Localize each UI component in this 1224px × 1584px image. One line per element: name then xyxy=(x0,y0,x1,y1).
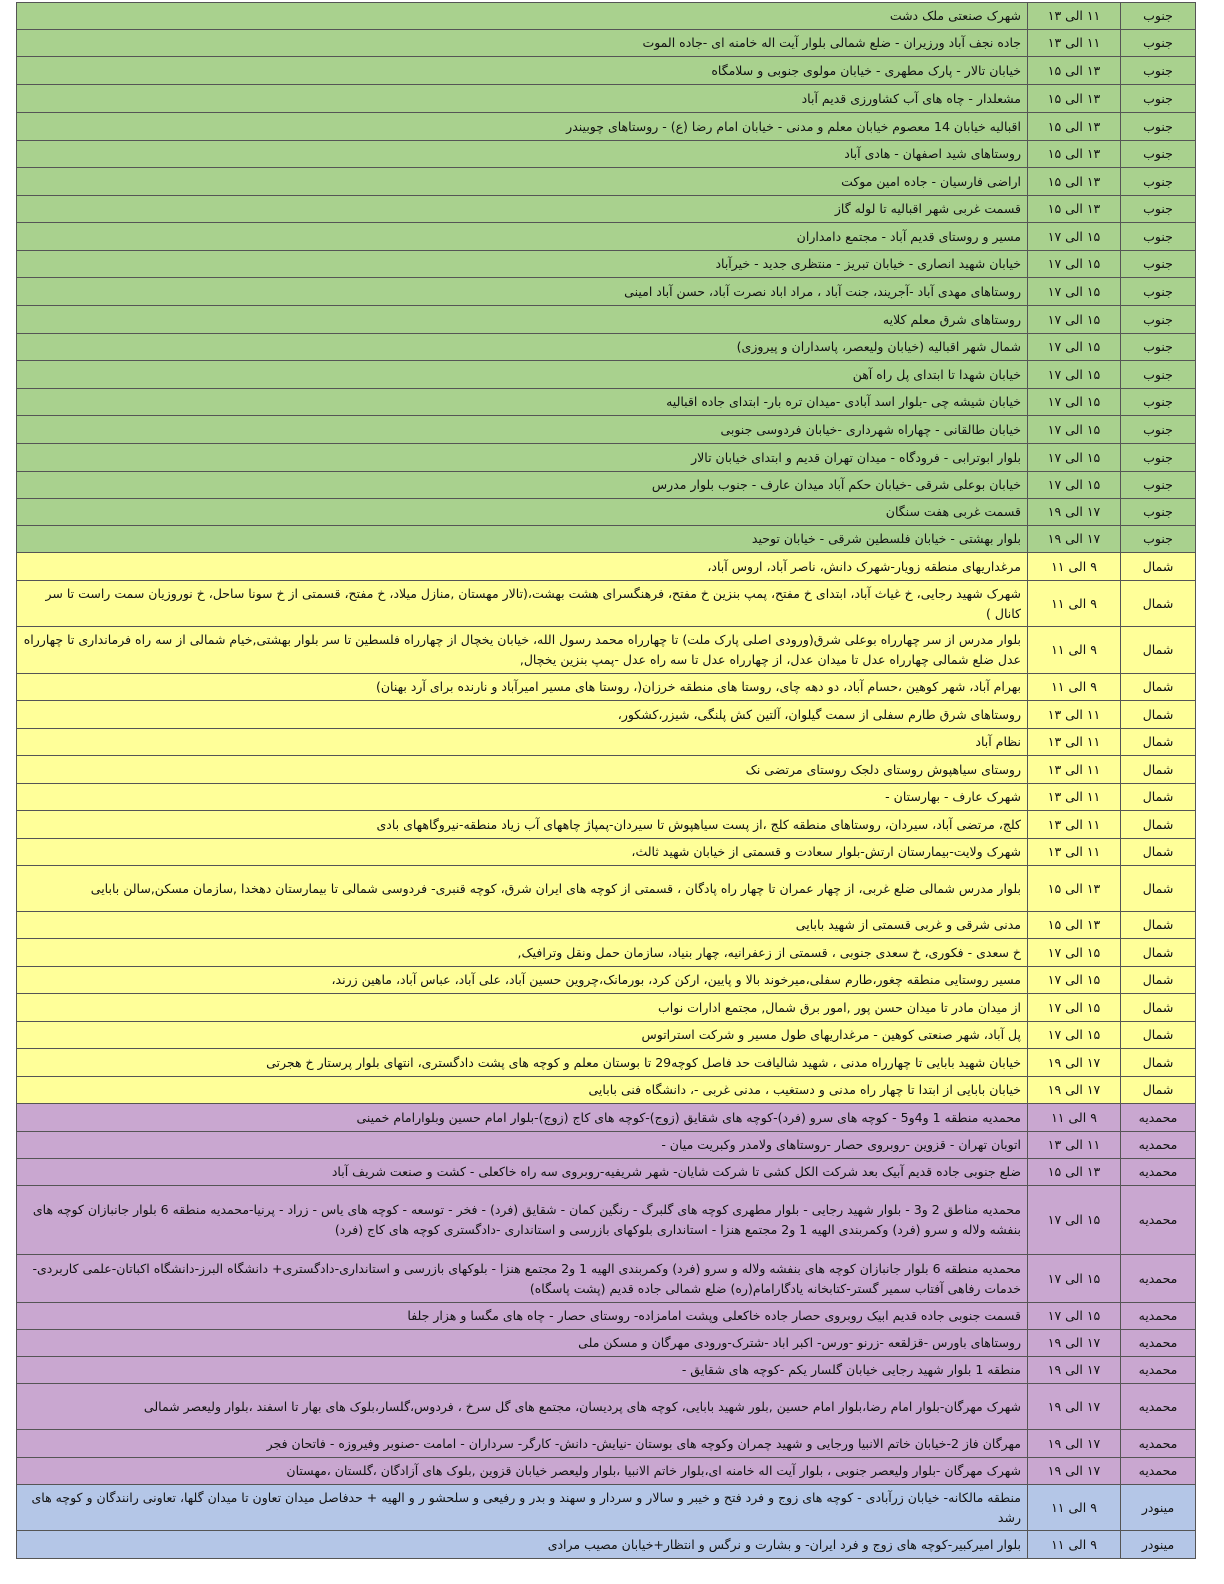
table-row xyxy=(17,223,1196,251)
hours-cell: ۱۵ الی ۱۷ xyxy=(1028,389,1121,416)
area-cell: اراضی فارسیان - جاده امین موکت xyxy=(17,168,1028,196)
table-row xyxy=(17,939,1196,967)
hours-cell: ۱۱ الی ۱۳ xyxy=(1028,756,1121,784)
outage-schedule-table xyxy=(16,2,1196,1559)
hours-cell: ۱۱ الی ۱۳ xyxy=(1028,811,1121,839)
region-cell: جنوب xyxy=(1121,416,1196,444)
area-cell: خیابان شهدا تا ابتدای پل راه آهن xyxy=(17,361,1028,389)
hours-cell: ۹ الی ۱۱ xyxy=(1028,581,1121,627)
region-cell: جنوب xyxy=(1121,30,1196,57)
area-cell: مدنی شرقی و غربی قسمتی از شهید بابایی xyxy=(17,912,1028,939)
table-row xyxy=(17,334,1196,361)
table-row xyxy=(17,389,1196,416)
area-cell: محمدیه منطقه 6 بلوار جانبازان کوچه های بنفشه ولاله و سرو (فرد) وکمربندی الهیه 1 و2 مجتمع هنزا - بلوکهای بازرسی و استانداری-دادگستری+ دانشگاه البرز-دانشگاه اکباتان-علمی کاربردی-خدمات رفاهی آفتاب سمیر گستر-کتابخانه یادگارامام(ره) ضلع شمالی جاده قدیم (پشت پاسگاه) xyxy=(17,1255,1028,1303)
region-cell: محمدیه xyxy=(1121,1430,1196,1458)
area-cell: جاده نجف آباد ورزیران - ضلع شمالی بلوار آیت اله خامنه ای -جاده الموت xyxy=(17,30,1028,57)
area-cell: محمدیه منطقه 1 و4و5 - کوچه های سرو (فرد)-کوچه های شقایق (زوج)-کوچه های کاج (زوج)-بلوار امام حسین وبلوارامام خمینی xyxy=(17,1104,1028,1132)
region-cell: شمال xyxy=(1121,811,1196,839)
region-cell: جنوب xyxy=(1121,85,1196,113)
hours-cell: ۱۵ الی ۱۷ xyxy=(1028,939,1121,967)
table-row xyxy=(17,1255,1196,1303)
area-cell: بلوار مدرس شمالی ضلع غربی، از چهار عمران تا چهار راه پادگان ، قسمتی از کوچه های ایران شرق، کوچه قنبری- فردوسی شمالی تا بیمارستان دهخدا ,سازمان مسکن,سالن بابایی xyxy=(17,866,1028,912)
table-row xyxy=(17,251,1196,278)
table-row xyxy=(17,1132,1196,1159)
area-cell: روستاهای مهدی آباد -آجریند، جنت آباد ، مراد اباد نصرت آباد، حسن آباد امینی xyxy=(17,278,1028,306)
region-cell: محمدیه xyxy=(1121,1186,1196,1255)
hours-cell: ۱۵ الی ۱۷ xyxy=(1028,1255,1121,1303)
table-row xyxy=(17,553,1196,581)
hours-cell: ۹ الی ۱۱ xyxy=(1028,553,1121,581)
hours-cell: ۱۷ الی ۱۹ xyxy=(1028,1077,1121,1104)
hours-cell: ۱۳ الی ۱۵ xyxy=(1028,196,1121,223)
table-row xyxy=(17,866,1196,912)
hours-cell: ۱۷ الی ۱۹ xyxy=(1028,1458,1121,1485)
area-cell: محمدیه مناطق 2 و3 - بلوار شهید رجایی - بلوار مطهری کوچه های گلبرگ - رنگین کمان - شقایق (فرد) - فخر - توسعه - کوچه های یاس - زراد - پرنیا-محمدیه منطقه 6 بلوار جانبازان کوچه های بنفشه ولاله و سرو (فرد) وکمربندی الهیه 1 و2 مجتمع هنزا - استانداری بلوکهای بازرسی و استانداری -دادگستری کوچه های کاج (فرد) xyxy=(17,1186,1028,1255)
region-cell: شمال xyxy=(1121,939,1196,967)
hours-cell: ۱۱ الی ۱۳ xyxy=(1028,784,1121,811)
area-cell: روستاهای باورس -قزلقعه -زرنو -ورس- اکبر اباد -شترک-ورودی مهرگان و مسکن ملی xyxy=(17,1330,1028,1357)
area-cell: خیابان تالار - پارک مطهری - خیابان مولوی جنوبی و سلامگاه xyxy=(17,57,1028,85)
area-cell: روستای سیاهپوش روستای دلجک روستای مرتضی نک xyxy=(17,756,1028,784)
hours-cell: ۱۵ الی ۱۷ xyxy=(1028,1186,1121,1255)
area-cell: شهرک عارف - بهارستان - xyxy=(17,784,1028,811)
table-row xyxy=(17,1384,1196,1430)
area-cell: بلوار ابوترابی - فرودگاه - میدان تهران قدیم و ابتدای خیابان تالار xyxy=(17,444,1028,472)
schedule-table-body xyxy=(17,3,1196,1559)
region-cell: شمال xyxy=(1121,1077,1196,1104)
area-cell: شهرک ولایت-بیمارستان ارتش-بلوار سعادت و قسمتی از خیابان شهید ثالث، xyxy=(17,839,1028,866)
area-cell: ضلع جنوبی جاده قدیم آبیک بعد شرکت الکل کشی تا شرکت شایان- شهر شریفیه-روبروی سه راه خاکعلی - کشت و صنعت شریف آباد xyxy=(17,1159,1028,1186)
region-cell: جنوب xyxy=(1121,389,1196,416)
table-row xyxy=(17,994,1196,1022)
table-row xyxy=(17,113,1196,141)
hours-cell: ۱۷ الی ۱۹ xyxy=(1028,526,1121,553)
table-row xyxy=(17,361,1196,389)
region-cell: محمدیه xyxy=(1121,1255,1196,1303)
area-cell: خیابان بابایی از ابتدا تا چهار راه مدنی و دستغیب ، مدنی غربی -، دانشگاه فنی بابایی xyxy=(17,1077,1028,1104)
area-cell: شهرک صنعتی ملک دشت xyxy=(17,3,1028,30)
region-cell: جنوب xyxy=(1121,196,1196,223)
region-cell: محمدیه xyxy=(1121,1458,1196,1485)
area-cell: بلوار امیرکبیر-کوچه های زوج و فرد ایران- و بشارت و نرگس و انتظار+خیابان مصیب مرادی xyxy=(17,1531,1028,1559)
hours-cell: ۱۳ الی ۱۵ xyxy=(1028,85,1121,113)
area-cell: شهرک مهرگان -بلوار ولیعصر جنوبی ، بلوار آیت اله خامنه ای،بلوار خاتم الانبیا ،بلوار ولیعصر خیابان قزوین ,بلوک های آزادگان ،گلستان ،مهستان xyxy=(17,1458,1028,1485)
region-cell: مینودر xyxy=(1121,1485,1196,1531)
region-cell: جنوب xyxy=(1121,251,1196,278)
hours-cell: ۱۷ الی ۱۹ xyxy=(1028,1049,1121,1077)
hours-cell: ۱۷ الی ۱۹ xyxy=(1028,1384,1121,1430)
table-row xyxy=(17,57,1196,85)
table-row xyxy=(17,784,1196,811)
table-row xyxy=(17,756,1196,784)
hours-cell: ۱۵ الی ۱۷ xyxy=(1028,334,1121,361)
region-cell: جنوب xyxy=(1121,223,1196,251)
hours-cell: ۱۷ الی ۱۹ xyxy=(1028,1330,1121,1357)
area-cell: مسیر و روستای قدیم آباد - مجتمع دامداران xyxy=(17,223,1028,251)
hours-cell: ۱۷ الی ۱۹ xyxy=(1028,1430,1121,1458)
region-cell: جنوب xyxy=(1121,3,1196,30)
hours-cell: ۱۳ الی ۱۵ xyxy=(1028,57,1121,85)
area-cell: از میدان مادر تا میدان حسن پور ,امور برق شمال, مجتمع ادارات نواب xyxy=(17,994,1028,1022)
region-cell: شمال xyxy=(1121,1049,1196,1077)
hours-cell: ۱۳ الی ۱۵ xyxy=(1028,141,1121,168)
region-cell: محمدیه xyxy=(1121,1330,1196,1357)
table-row xyxy=(17,499,1196,526)
area-cell: نظام آباد xyxy=(17,729,1028,756)
region-cell: جنوب xyxy=(1121,444,1196,472)
region-cell: محمدیه xyxy=(1121,1132,1196,1159)
hours-cell: ۱۵ الی ۱۷ xyxy=(1028,361,1121,389)
hours-cell: ۱۱ الی ۱۳ xyxy=(1028,729,1121,756)
table-row xyxy=(17,967,1196,994)
hours-cell: ۹ الی ۱۱ xyxy=(1028,1485,1121,1531)
table-row xyxy=(17,581,1196,627)
area-cell: منطقه مالکانه- خیابان زرآبادی - کوچه های زوج و فرد فتح و خیبر و سالار و سردار و سهند و بدر و رفیعی و سلحشو ر و الهیه + حدفاصل میدان تعاون تا میدان گلها، تعاونی رانندگان و کوچه های رشد xyxy=(17,1485,1028,1531)
table-row xyxy=(17,278,1196,306)
area-cell: بلوار مدرس از سر چهارراه بوعلی شرق(ورودی اصلی پارک ملت) تا چهارراه محمد رسول الله، خیابان یخچال از چهارراه فلسطین تا سر بلوار بهشتی,خیام شمالی از سه راه فرمانداری تا چهارراه عدل ضلع شمالی چهارراه عدل تا میدان عدل، از چهارراه عدل تا سه راه عدل -پمپ بنزین یخچال, xyxy=(17,627,1028,674)
region-cell: شمال xyxy=(1121,994,1196,1022)
hours-cell: ۹ الی ۱۱ xyxy=(1028,1104,1121,1132)
table-row xyxy=(17,1531,1196,1559)
table-row xyxy=(17,811,1196,839)
region-cell: جنوب xyxy=(1121,57,1196,85)
area-cell: شهرک شهید رجایی، خ غیاث آباد، ابتدای خ مفتح، پمپ بنزین خ مفتح، فرهنگسرای هشت بهشت،(تالار مهستان ,منازل میلاد، خ مفتح، قسمتی از خ سونا ساحل، خ نوروزیان سمت راست تا سر کانال ) xyxy=(17,581,1028,627)
region-cell: جنوب xyxy=(1121,168,1196,196)
region-cell: شمال xyxy=(1121,553,1196,581)
region-cell: شمال xyxy=(1121,839,1196,866)
table-row xyxy=(17,85,1196,113)
area-cell: روستاهای شید اصفهان - هادی آباد xyxy=(17,141,1028,168)
region-cell: شمال xyxy=(1121,967,1196,994)
region-cell: جنوب xyxy=(1121,306,1196,334)
hours-cell: ۱۵ الی ۱۷ xyxy=(1028,278,1121,306)
area-cell: بهرام آباد، شهر کوهین ،حسام آباد، دو دهه چای، روستا های منطقه خرزان(، روستا های مسیر امیرآباد و نارنده برای آرد بهنان) xyxy=(17,674,1028,701)
region-cell: جنوب xyxy=(1121,113,1196,141)
table-row xyxy=(17,1303,1196,1330)
hours-cell: ۱۵ الی ۱۷ xyxy=(1028,472,1121,499)
region-cell: جنوب xyxy=(1121,499,1196,526)
region-cell: شمال xyxy=(1121,756,1196,784)
table-row xyxy=(17,168,1196,196)
area-cell: خیابان شهید انصاری - خیابان تبریز - منتظری جدید - خیرآباد xyxy=(17,251,1028,278)
table-row xyxy=(17,3,1196,30)
hours-cell: ۱۵ الی ۱۷ xyxy=(1028,444,1121,472)
area-cell: خیابان شهید بابایی تا چهارراه مدنی ، شهید شالیافت حد فاصل کوچه29 تا بوستان معلم و کوچه های پشت دادگستری، انتهای بلوار پرستار خ هجرتی xyxy=(17,1049,1028,1077)
region-cell: جنوب xyxy=(1121,141,1196,168)
area-cell: مشعلدار - چاه های آب کشاورزی قدیم آباد xyxy=(17,85,1028,113)
area-cell: شمال شهر اقبالیه (خیابان ولیعصر، پاسداران و پیروزی) xyxy=(17,334,1028,361)
hours-cell: ۱۳ الی ۱۵ xyxy=(1028,168,1121,196)
table-row xyxy=(17,674,1196,701)
region-cell: شمال xyxy=(1121,581,1196,627)
area-cell: خ سعدی - فکوری، خ سعدی جنوبی ، قسمتی از زعفرانیه، چهار بنیاد، سازمان حمل ونقل وترافیک, xyxy=(17,939,1028,967)
table-row xyxy=(17,1485,1196,1531)
hours-cell: ۱۷ الی ۱۹ xyxy=(1028,499,1121,526)
table-row xyxy=(17,196,1196,223)
hours-cell: ۱۱ الی ۱۳ xyxy=(1028,1132,1121,1159)
hours-cell: ۱۵ الی ۱۷ xyxy=(1028,1303,1121,1330)
region-cell: جنوب xyxy=(1121,334,1196,361)
table-row xyxy=(17,30,1196,57)
area-cell: کلج، مرتضی آباد، سیردان، روستاهای منطقه کلج ،از پست سیاهپوش تا سیردان-پمپاژ چاههای آب زیاد منطقه-نیروگاههای بادی xyxy=(17,811,1028,839)
region-cell: شمال xyxy=(1121,627,1196,674)
table-row xyxy=(17,526,1196,553)
hours-cell: ۱۳ الی ۱۵ xyxy=(1028,113,1121,141)
area-cell: مهرگان فاز 2-خیابان خاتم الانبیا ورجایی و شهید چمران وکوچه های بوستان -نیایش- دانش- کارگر- سرداران - امامت -صنوبر وفیروزه - فاتحان فجر xyxy=(17,1430,1028,1458)
area-cell: پل آباد، شهر صنعتی کوهین - مرغداریهای طول مسیر و شرکت استراتوس xyxy=(17,1022,1028,1049)
area-cell: مرغداریهای منطقه زویار-شهرک دانش، ناصر آباد، اروس آباد، xyxy=(17,553,1028,581)
area-cell: منطقه 1 بلوار شهید رجایی خیابان گلسار یکم -کوچه های شقایق - xyxy=(17,1357,1028,1384)
table-row xyxy=(17,1458,1196,1485)
area-cell: روستاهای شرق معلم کلایه xyxy=(17,306,1028,334)
hours-cell: ۱۱ الی ۱۳ xyxy=(1028,701,1121,729)
area-cell: روستاهای شرق طارم سفلی از سمت گیلوان، آلتین کش پلنگی، شیزر،کشکور، xyxy=(17,701,1028,729)
table-row xyxy=(17,1049,1196,1077)
table-row xyxy=(17,912,1196,939)
hours-cell: ۱۵ الی ۱۷ xyxy=(1028,223,1121,251)
area-cell: قسمت غربی شهر اقبالیه تا لوله گاز xyxy=(17,196,1028,223)
table-row xyxy=(17,1330,1196,1357)
hours-cell: ۱۳ الی ۱۵ xyxy=(1028,866,1121,912)
region-cell: محمدیه xyxy=(1121,1303,1196,1330)
table-row xyxy=(17,1077,1196,1104)
region-cell: جنوب xyxy=(1121,361,1196,389)
hours-cell: ۱۱ الی ۱۳ xyxy=(1028,839,1121,866)
table-row xyxy=(17,416,1196,444)
table-row xyxy=(17,1186,1196,1255)
region-cell: شمال xyxy=(1121,912,1196,939)
table-row xyxy=(17,1022,1196,1049)
area-cell: مسیر روستایی منطقه چغور،طارم سفلی،میرخوند بالا و پایین، ارکن کرد، بورمانک،چروین حسین آباد، علی آباد، عباس آباد، ماهین زرند، xyxy=(17,967,1028,994)
region-cell: شمال xyxy=(1121,866,1196,912)
hours-cell: ۱۵ الی ۱۷ xyxy=(1028,251,1121,278)
hours-cell: ۱۱ الی ۱۳ xyxy=(1028,30,1121,57)
table-row xyxy=(17,839,1196,866)
hours-cell: ۹ الی ۱۱ xyxy=(1028,674,1121,701)
region-cell: محمدیه xyxy=(1121,1384,1196,1430)
area-cell: قسمت غربی هفت سنگان xyxy=(17,499,1028,526)
hours-cell: ۱۵ الی ۱۷ xyxy=(1028,416,1121,444)
region-cell: مینودر xyxy=(1121,1531,1196,1559)
area-cell: خیابان بوعلی شرقی -خیابان حکم آباد میدان عارف - جنوب بلوار مدرس xyxy=(17,472,1028,499)
hours-cell: ۱۷ الی ۱۹ xyxy=(1028,1357,1121,1384)
table-row xyxy=(17,472,1196,499)
hours-cell: ۱۵ الی ۱۷ xyxy=(1028,1022,1121,1049)
hours-cell: ۱۵ الی ۱۷ xyxy=(1028,967,1121,994)
hours-cell: ۱۵ الی ۱۷ xyxy=(1028,994,1121,1022)
area-cell: خیابان شیشه چی -بلوار اسد آبادی -میدان تره بار- ابتدای جاده اقبالیه xyxy=(17,389,1028,416)
hours-cell: ۱۳ الی ۱۵ xyxy=(1028,912,1121,939)
area-cell: شهرک مهرگان-بلوار امام رضا،بلوار امام حسین ,بلور شهید بابایی، کوچه های پردیسان، مجتمع های گل سرخ ، فردوس،گلسار،بلوک های بهار تا اسفند ،بلوار ولیعصر شمالی xyxy=(17,1384,1028,1430)
region-cell: شمال xyxy=(1121,784,1196,811)
region-cell: جنوب xyxy=(1121,472,1196,499)
table-row xyxy=(17,444,1196,472)
table-row xyxy=(17,1357,1196,1384)
area-cell: بلوار بهشتی - خیابان فلسطین شرقی - خیابان توحید xyxy=(17,526,1028,553)
hours-cell: ۹ الی ۱۱ xyxy=(1028,1531,1121,1559)
table-row xyxy=(17,1159,1196,1186)
region-cell: شمال xyxy=(1121,701,1196,729)
area-cell: اقبالیه خیابان 14 معصوم خیابان معلم و مدنی - خیابان امام رضا (ع) - روستاهای چوبیندر xyxy=(17,113,1028,141)
table-row xyxy=(17,141,1196,168)
region-cell: محمدیه xyxy=(1121,1104,1196,1132)
area-cell: قسمت جنوبی جاده قدیم ابیک روبروی حصار جاده خاکعلی وپشت امامزاده- روستای حصار - چاه های مگسا و هزار جلفا xyxy=(17,1303,1028,1330)
hours-cell: ۱۱ الی ۱۳ xyxy=(1028,3,1121,30)
area-cell: اتوبان تهران - قزوین -روبروی حصار -روستاهای ولامدر وکبریت میان - xyxy=(17,1132,1028,1159)
table-row xyxy=(17,1430,1196,1458)
area-cell: خیابان طالقانی - چهاراه شهرداری -خیابان فردوسی جنوبی xyxy=(17,416,1028,444)
hours-cell: ۱۵ الی ۱۷ xyxy=(1028,306,1121,334)
hours-cell: ۱۳ الی ۱۵ xyxy=(1028,1159,1121,1186)
table-row xyxy=(17,306,1196,334)
region-cell: جنوب xyxy=(1121,526,1196,553)
region-cell: جنوب xyxy=(1121,278,1196,306)
table-row xyxy=(17,1104,1196,1132)
region-cell: محمدیه xyxy=(1121,1159,1196,1186)
region-cell: شمال xyxy=(1121,1022,1196,1049)
table-row xyxy=(17,729,1196,756)
region-cell: شمال xyxy=(1121,674,1196,701)
hours-cell: ۹ الی ۱۱ xyxy=(1028,627,1121,674)
table-row xyxy=(17,701,1196,729)
table-row xyxy=(17,627,1196,674)
region-cell: شمال xyxy=(1121,729,1196,756)
region-cell: محمدیه xyxy=(1121,1357,1196,1384)
